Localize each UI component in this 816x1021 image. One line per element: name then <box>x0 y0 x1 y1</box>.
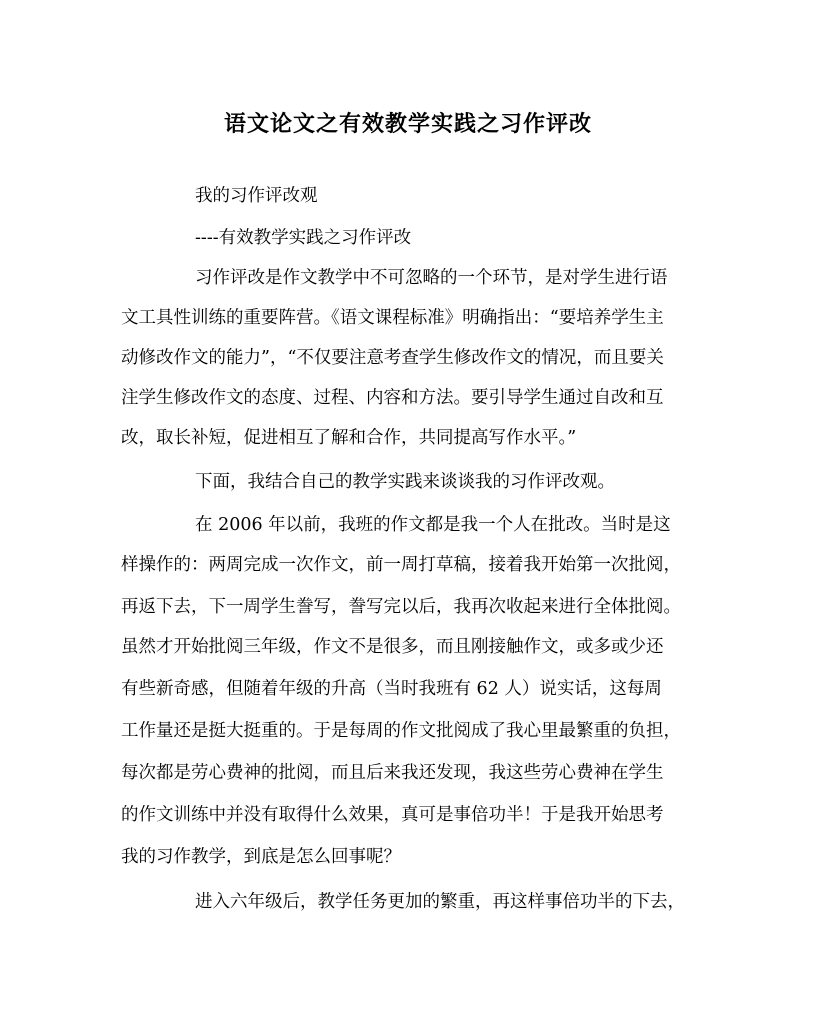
paragraph-3-line-3: 再返下去，下一周学生誊写，誊写完以后，我再次收起来进行全体批阅。 <box>121 597 681 617</box>
paragraph-1-line-2: 文工具性训练的重要阵营。《语文课程标准》明确指出：“要培养学生主 <box>121 308 664 328</box>
paragraph-3-line-2: 样操作的：两周完成一次作文，前一周打草稿，接着我开始第一次批阅， <box>121 555 681 575</box>
paragraph-1-line-5: 改，取长补短，促进相互了解和合作，共同提高写作水平。” <box>121 428 577 448</box>
paragraph-1-line-4: 注学生修改作文的态度、过程、内容和方法。要引导学生通过自改和互 <box>121 388 664 408</box>
document-title: 语文论文之有效教学实践之习作评改 <box>223 111 592 137</box>
subtitle-subheading: ----有效教学实践之习作评改 <box>195 228 412 248</box>
paragraph-2-line-1: 下面，我结合自己的教学实践来谈谈我的习作评改观。 <box>195 472 615 492</box>
paragraph-3-line-5: 有些新奇感，但随着年级的升高（当时我班有 62 人）说实话，这每周 <box>121 679 662 699</box>
paragraph-3-line-9: 我的习作教学，到底是怎么回事呢？ <box>121 847 401 867</box>
paragraph-1-line-3: 动修改作文的能力”，“不仅要注意考查学生修改作文的情况，而且要关 <box>121 348 664 368</box>
paragraph-4-line-1: 进入六年级后，教学任务更加的繁重，再这样事倍功半的下去， <box>195 892 685 912</box>
paragraph-3-line-7: 每次都是劳心费神的批阅，而且后来我还发现，我这些劳心费神在学生 <box>121 763 664 783</box>
paragraph-3-line-1: 在 2006 年以前，我班的作文都是我一个人在批改。当时是这 <box>195 515 671 535</box>
paragraph-3-line-4: 虽然才开始批阅三年级，作文不是很多，而且刚接触作文，或多或少还 <box>121 637 664 657</box>
paragraph-1-line-1: 习作评改是作文教学中不可忽略的一个环节，是对学生进行语 <box>195 268 668 288</box>
subtitle-heading: 我的习作评改观 <box>195 186 318 206</box>
paragraph-3-line-8: 的作文训练中并没有取得什么效果，真可是事倍功半！于是我开始思考 <box>121 805 664 825</box>
paragraph-3-line-6: 工作量还是挺大挺重的。于是每周的作文批阅成了我心里最繁重的负担， <box>121 721 681 741</box>
